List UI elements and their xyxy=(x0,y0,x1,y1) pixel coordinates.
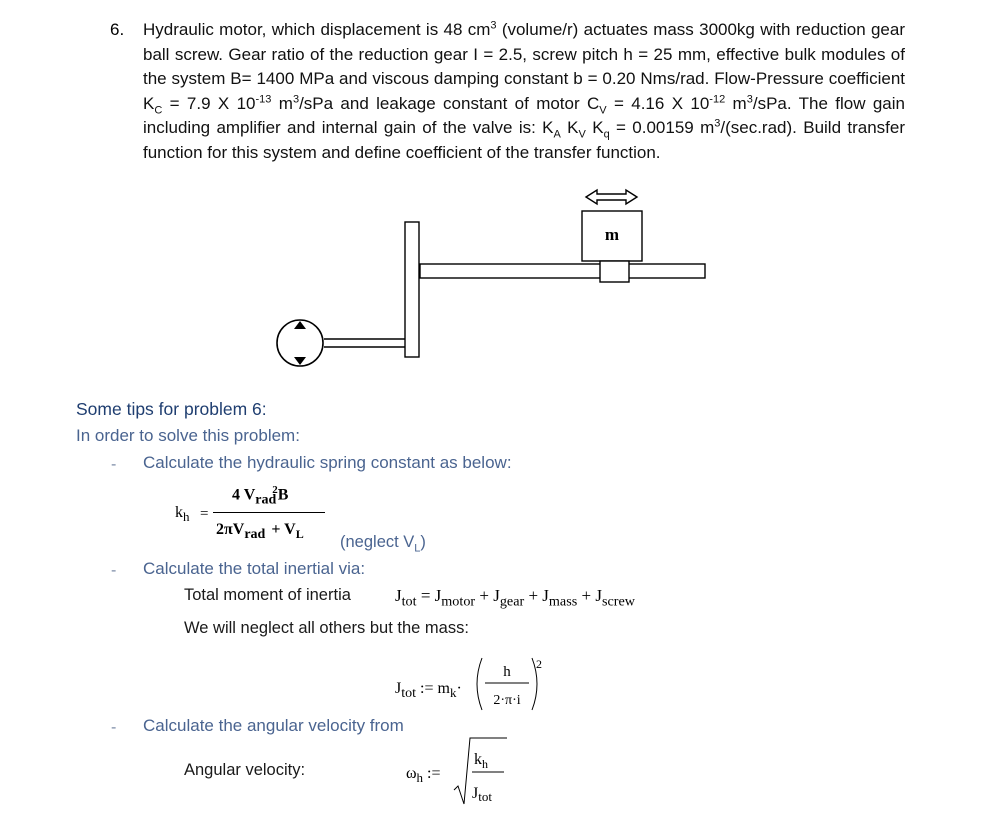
kh-denominator: $2\pi V_{rad} + V_L$ xyxy=(216,521,304,543)
angular-velocity-label: Angular velocity: xyxy=(184,761,306,779)
problem-text: Hydraulic motor, which displacement is 48 $cm^3$ (volume/r) actuates mass 3000kg with reduction gear ball screw. Gear ratio of the reduction gear I = 2.5, screw pitch h = 25 mm, effective bulk modules of the system B= 1400 MPa and viscous damping constant b = 0.20 Nms/rad. Flow-Pressure coefficient $K_C = 7.9$ X $10^{-13}$ $m^3$/sPa and leakage constant of motor $C_V = 4.16$ X $10^{-12}$ $m^3$/sPa. The flow gain including amplifier and internal gain of the valve is: $K_A$ $K_V$ $K_q = 0.00159$ $m^3/(\sec.rad)$. Build transfer function for this system and define coefficient of the transfer function. xyxy=(143,19,906,162)
bullet-dash: - xyxy=(111,719,117,736)
kh-numerator: 4 $V_{rad}^2B$ xyxy=(232,484,289,508)
neglect-vl-note: (neglect $V_L$) xyxy=(340,533,426,555)
hydraulic-system-diagram xyxy=(0,0,1001,400)
problem-number: 6. xyxy=(110,20,125,39)
fraction-bar xyxy=(213,512,325,513)
mass-label: m xyxy=(604,225,620,244)
tip-total-inertia: Calculate the total inertial via: xyxy=(143,559,366,578)
jtot-fraction xyxy=(470,654,550,714)
jtot-lhs: $J_{tot}$ := $m_k\cdot$ xyxy=(395,680,462,702)
omega-lhs: $\omega_h$ := xyxy=(406,765,441,786)
bullet-dash: - xyxy=(111,562,117,579)
sqrt-denominator: Jtot xyxy=(472,785,492,804)
tip-angular-velocity: Calculate the angular velocity from xyxy=(143,716,404,735)
tips-title: Some tips for problem 6: xyxy=(76,399,267,419)
sqrt-numerator: $k_h$ xyxy=(474,751,488,771)
fraction-numerator: h xyxy=(503,664,511,680)
double-arrow-icon xyxy=(586,190,637,204)
jtot-sum-formula: $J_{tot} = J_{motor} + J_{gear} + J_{mass} + J_{screw}$ xyxy=(395,586,635,610)
ball-nut xyxy=(600,261,629,282)
omega-sqrt xyxy=(452,734,512,810)
total-moment-label: Total moment of inertia xyxy=(184,586,351,604)
kh-symbol: $k_h$ xyxy=(175,504,190,525)
tips-intro: In order to solve this problem: xyxy=(76,426,300,445)
screw-shaft xyxy=(420,264,705,278)
exponent-two: 2 xyxy=(536,657,542,671)
tip-hydraulic-spring: Calculate the hydraulic spring constant as below: xyxy=(143,453,512,472)
hydraulic-motor-icon xyxy=(277,320,323,366)
fraction-denominator: 2·π·i xyxy=(493,693,521,708)
equals-sign: = xyxy=(200,506,209,522)
reduction-gear-plate xyxy=(405,222,419,357)
neglect-others-note: We will neglect all others but the mass: xyxy=(184,619,469,637)
bullet-dash: - xyxy=(111,456,117,473)
